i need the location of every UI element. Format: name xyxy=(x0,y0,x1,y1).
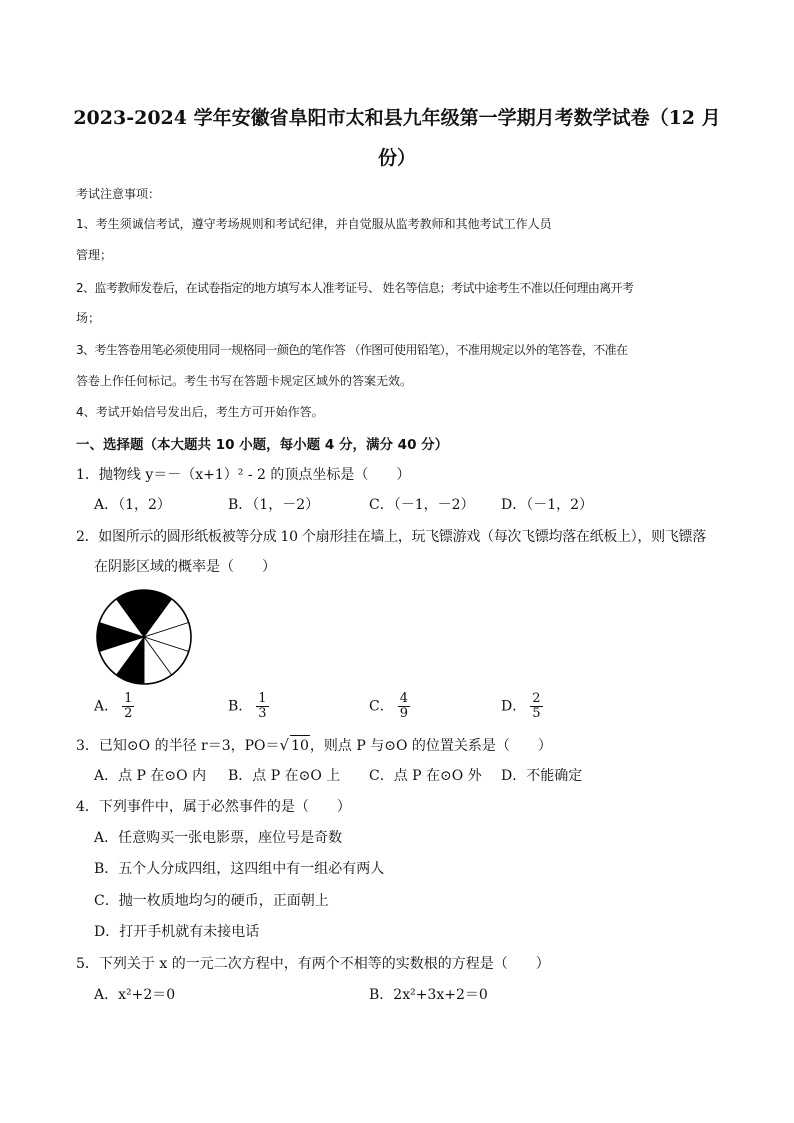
question-1-option-a: A．（1，2） xyxy=(94,497,171,513)
question-1-option-d: D．（－1，2） xyxy=(501,497,594,513)
question-5-option-b: B．2x²+3x+2＝0 xyxy=(369,987,488,1003)
question-2-stem: 2．如图所示的圆形纸板被等分成 10 个扇形挂在墙上，玩飞镖游戏（每次飞镖均落在纸板上），则飞镖落 xyxy=(76,529,706,545)
section-heading-choice: 一、选择题（本大题共 10 小题，每小题 4 分，满分 40 分） xyxy=(76,437,449,453)
question-4-option-a: A．任意购买一张电影票，座位号是奇数 xyxy=(94,830,343,846)
question-4-option-d: D．打开手机就有未接电话 xyxy=(94,924,260,940)
question-4-option-c: C．抛一枚质地均匀的硬币，正面朝上 xyxy=(94,893,329,909)
question-3-option-c: C．点 P 在⊙O 外 xyxy=(369,768,482,784)
question-2-option-b: B． $\frac{1}{3}$ xyxy=(228,691,267,721)
question-3-option-d: D．不能确定 xyxy=(501,768,583,784)
exam-title-line2: 份） xyxy=(377,147,416,169)
notice-item-4: 4、考试开始信号发出后，考生方可开始作答。 xyxy=(76,405,324,419)
question-4-option-b: B．五个人分成四组，这四组中有一组必有两人 xyxy=(94,861,385,877)
question-4-stem: 4．下列事件中，属于必然事件的是（ ） xyxy=(76,799,351,815)
question-1-option-c: C．（－1，－2） xyxy=(369,497,475,513)
question-5-stem: 5．下列关于 x 的一元二次方程中，有两个不相等的实数根的方程是（ ） xyxy=(76,956,550,972)
notice-item-2: 2、监考教师发卷后，在试卷指定的地方填写本人准考证号、 姓名等信息；考试中途考生不准以任何理由离开考 xyxy=(76,281,634,295)
notice-item-3: 3、考生答卷用笔必须使用同一规格同一颜色的笔作答 （作图可使用铅笔），不准用规定以外的笔答卷，不准在 xyxy=(76,343,628,357)
notice-item-3-cont: 答卷上作任何标记。考生书写在答题卡规定区域外的答案无效。 xyxy=(76,374,413,388)
question-2-option-c: C． $\frac{4}{9}$ xyxy=(369,691,408,721)
question-1-option-b: B．（1，－2） xyxy=(228,497,320,513)
question-2-option-a: A． $\frac{1}{2}$ xyxy=(94,691,133,721)
notice-item-2-cont: 场； xyxy=(76,311,101,325)
exam-title-line1: 2023-2024 学年安徽省阜阳市太和县九年级第一学期月考数学试卷（12 月 xyxy=(73,107,721,129)
question-3-stem: 3．已知⊙O 的半径 r＝3，PO＝√ 10，则点 P 与⊙O 的位置关系是（ ） xyxy=(76,736,552,754)
notice-item-1-cont: 管理； xyxy=(76,248,113,262)
notice-heading: 考试注意事项： xyxy=(76,187,161,201)
question-2-option-d: D． $\frac{2}{5}$ xyxy=(501,691,541,721)
dartboard-figure xyxy=(94,587,194,687)
question-3-option-b: B．点 P 在⊙O 上 xyxy=(228,768,341,784)
question-5-option-a: A．x²+2＝0 xyxy=(94,987,176,1003)
question-2-stem-cont: 在阴影区域的概率是（ ） xyxy=(94,559,276,575)
notice-item-1: 1、考生须诚信考试，遵守考场规则和考试纪律，并自觉服从监考教师和其他考试工作人员 xyxy=(76,217,552,231)
question-1-stem: 1．抛物线 y＝－（x+1）² - 2 的顶点坐标是（ ） xyxy=(76,467,411,483)
question-3-option-a: A．点 P 在⊙O 内 xyxy=(94,768,207,784)
